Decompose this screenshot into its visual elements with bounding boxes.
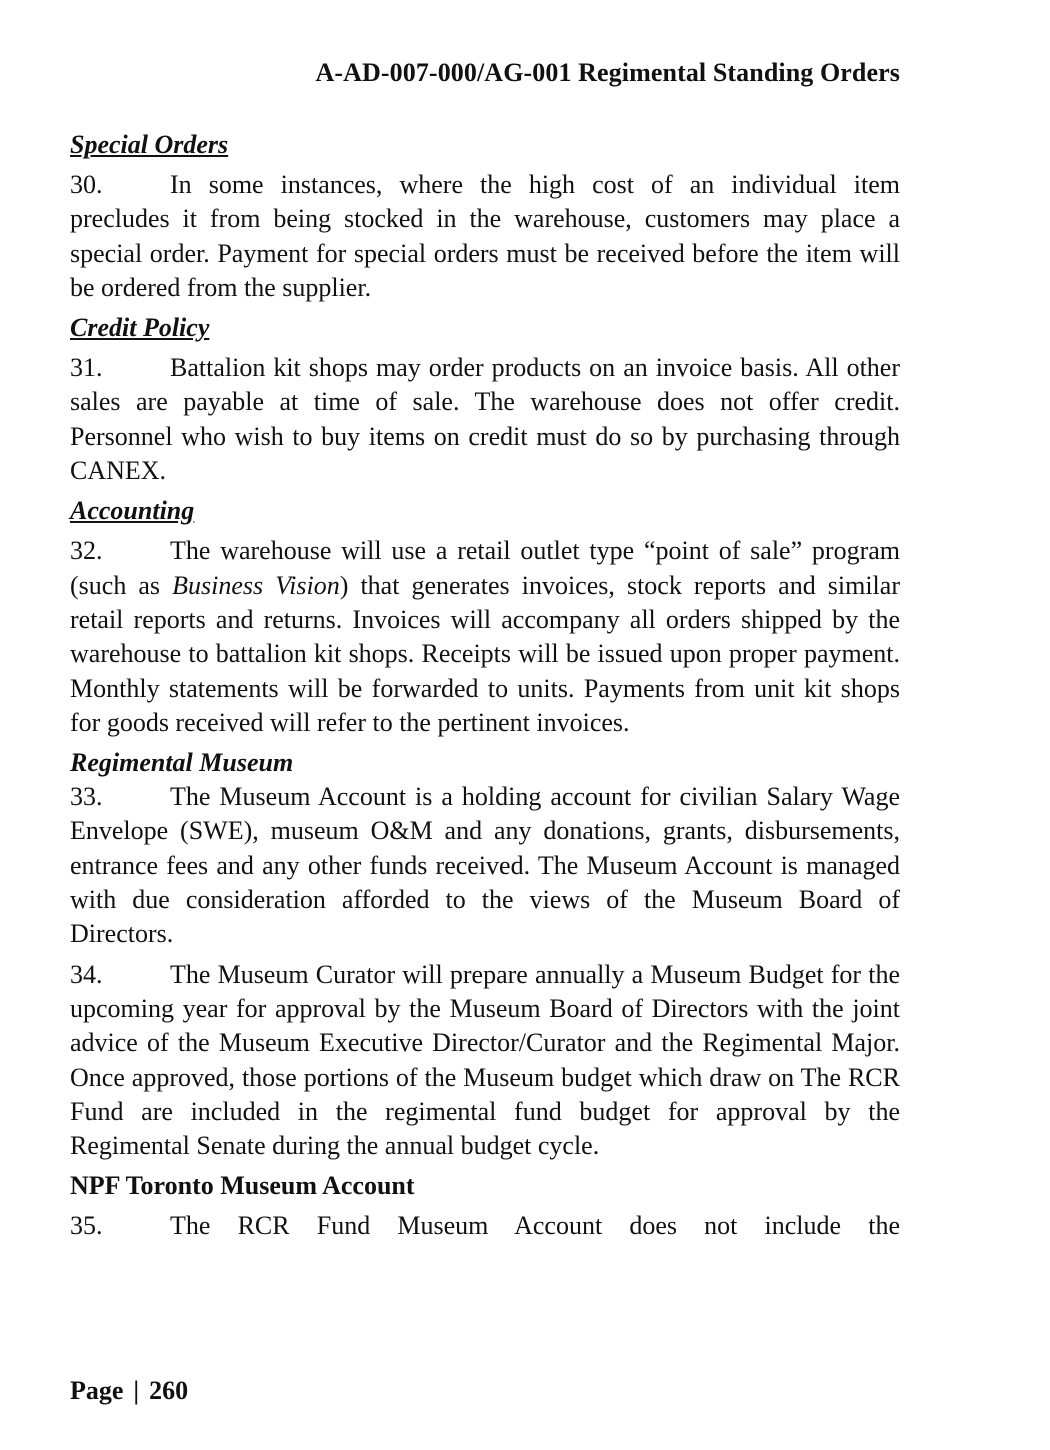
- running-header: A-AD-007-000/AG-001 Regimental Standing Orders: [315, 58, 900, 87]
- paragraph-30: [70, 168, 900, 305]
- heading-npf-toronto-museum-account: NPF Toronto Museum Account: [70, 1171, 415, 1201]
- paragraph-number: 33.: [70, 782, 103, 812]
- paragraph-text: The RCR Fund Museum Account does not include the: [170, 1211, 900, 1241]
- paragraph-33: [70, 780, 900, 951]
- paragraph-35: [70, 1209, 900, 1243]
- paragraph-number: 35.: [70, 1211, 103, 1241]
- page-label: Page: [70, 1376, 124, 1405]
- paragraph-34: [70, 958, 900, 1164]
- heading-special-orders: Special Orders: [70, 130, 229, 159]
- paragraph-number: 31.: [70, 353, 103, 383]
- paragraph-text-end: ) that generates invoices, stock reports and similar retail reports and returns. Invoices will accompany all orders shipped by the warehouse to battalion kit shops. Receipts will be issued upon proper payment. Monthly statements will be forwarded to units. Payments from unit kit shops for goods received will refer to the pertinent invoices.: [70, 570, 900, 737]
- page-number: 260: [149, 1376, 189, 1405]
- paragraph-number: 30.: [70, 170, 103, 199]
- paragraph-text: In some instances, where the high cost of an individual item precludes it from being stocked in the warehouse, customers may place a special order. Payment for special orders must be received before the item will be ordered from the supplier.: [70, 170, 900, 302]
- software-name: Business Vision: [172, 570, 340, 600]
- paragraph-32: [70, 534, 900, 740]
- paragraph-text: Battalion kit shops may order products on an invoice basis. All other sales are payable at time of sale. The warehouse does not offer credit. Personnel who wish to buy items on credit must do so by purchasing through CANEX.: [70, 353, 900, 486]
- paragraph-text: The Museum Curator will prepare annually a Museum Budget for the upcoming year for approval by the Museum Board of Directors with the joint advice of the Museum Executive Director/Curator and the Regimental Major. Once approved, those portions of the Museum budget which draw on The RCR Fund are included in the regimental fund budget for approval by the Regimental Senate during the annual budget cycle.: [70, 959, 900, 1161]
- paragraph-number: 32.: [70, 536, 103, 566]
- footer-separator: |: [133, 1376, 140, 1405]
- document-page: [70, 0, 900, 1450]
- paragraph-text: The Museum Account is a holding account for civilian Salary Wage Envelope (SWE), museum O&M and any donations, grants, disbursements, entrance fees and any other funds received. The Museum Account is managed with due consideration afforded to the views of the Museum Board of Directors.: [70, 782, 900, 949]
- paragraph-number: 34.: [70, 959, 103, 989]
- heading-regimental-museum: Regimental Museum: [70, 748, 294, 778]
- heading-accounting: Accounting: [70, 496, 195, 526]
- paragraph-text-start: The warehouse will use a retail outlet type “point of sale” program (such as: [70, 536, 900, 600]
- page-footer: [70, 1376, 188, 1406]
- page-content: [70, 128, 900, 1250]
- heading-credit-policy: Credit Policy: [70, 313, 210, 343]
- paragraph-31: [70, 351, 900, 488]
